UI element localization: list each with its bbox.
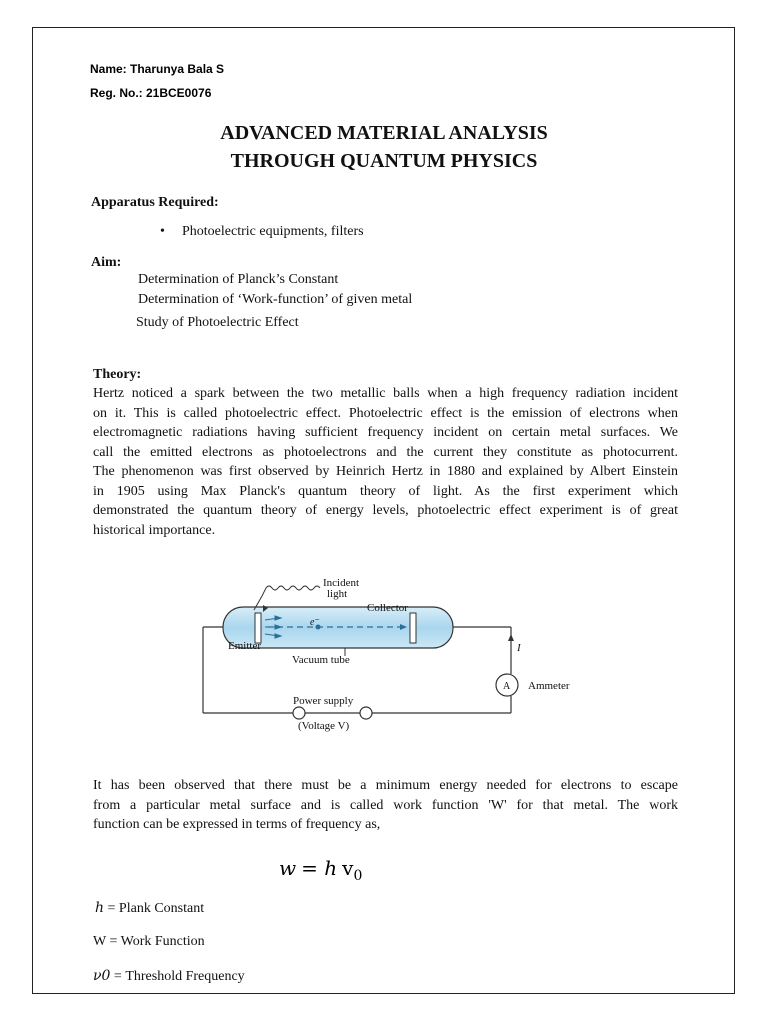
power-terminal-negative bbox=[293, 707, 305, 719]
work-function-line: It has been observed that there must be a minimum energy needed for electrons to escape bbox=[93, 778, 678, 793]
label-incident: Incident bbox=[323, 577, 360, 589]
equation-equals: = bbox=[301, 856, 325, 880]
label-current: I bbox=[517, 642, 521, 654]
equation-h: h bbox=[324, 856, 338, 880]
definition-symbol: ν0 bbox=[93, 968, 111, 984]
theory-heading: Theory: bbox=[93, 367, 142, 382]
emitted-electrons bbox=[265, 616, 281, 638]
label-vacuum-tube: Vacuum tube bbox=[292, 654, 350, 666]
theory-line: on it. This is called photoelectric effect. Photoelectric effect is the emission of electrons when bbox=[93, 405, 678, 421]
aim-item: Determination of Planck’s Constant bbox=[138, 272, 339, 287]
definition-h bbox=[95, 900, 204, 917]
power-terminal-positive bbox=[360, 707, 372, 719]
collector-plate bbox=[410, 613, 416, 643]
theory-line: demonstrated the quantum theory of energy levels, photoelectric effect experiment is of great bbox=[93, 503, 678, 518]
title-line-2: THROUGH QUANTUM PHYSICS bbox=[230, 150, 538, 172]
definition-text: = Threshold Frequency bbox=[110, 969, 245, 984]
current-arrowhead bbox=[508, 634, 514, 641]
label-electron: e⁻ bbox=[310, 617, 320, 628]
aim-item: Determination of ‘Work-function’ of given metal bbox=[138, 292, 413, 307]
theory-line: in 1905 using Max Planck's quantum theory of light. As the first experiment which bbox=[93, 483, 678, 499]
student-name: Name: Tharunya Bala S bbox=[90, 62, 225, 76]
work-function-equation bbox=[279, 856, 362, 884]
work-function-line: from a particular metal surface and is called work function 'W' for that metal. The work bbox=[93, 797, 678, 813]
label-power-supply: Power supply bbox=[293, 695, 354, 707]
apparatus-heading: Apparatus Required: bbox=[91, 195, 219, 210]
label-collector: Collector bbox=[367, 602, 408, 614]
registration-number: Reg. No.: 21BCE0076 bbox=[90, 86, 212, 100]
label-voltage: (Voltage V) bbox=[298, 720, 350, 732]
theory-line: historical importance. bbox=[93, 522, 216, 538]
label-light: light bbox=[327, 588, 348, 600]
aim-heading: Aim: bbox=[91, 255, 122, 270]
equation-subscript: 0 bbox=[353, 868, 363, 884]
definition-symbol: h bbox=[95, 900, 105, 916]
label-emitter: Emitter bbox=[228, 640, 261, 652]
theory-line: Hertz noticed a spark between the two metallic balls when a high frequency radiation incident bbox=[93, 386, 678, 401]
photoelectric-diagram bbox=[195, 570, 605, 740]
label-ammeter: Ammeter bbox=[528, 680, 570, 692]
work-function-line: function can be expressed in terms of frequency as, bbox=[93, 817, 381, 832]
definition-symbol: W bbox=[93, 934, 106, 949]
theory-line: The phenomenon was first observed by Heinrich Hertz in 1880 and explained by Albert Einstein bbox=[93, 464, 678, 479]
title-line-1: ADVANCED MATERIAL ANALYSIS bbox=[220, 122, 548, 144]
label-ammeter-symbol: A bbox=[503, 681, 511, 692]
apparatus-bullet: • bbox=[160, 224, 165, 239]
theory-line: electromagnetic radiations having sufficient frequency incident on certain metal surfaces. We bbox=[93, 425, 678, 440]
emitter-plate bbox=[255, 613, 261, 643]
definition-text: = Work Function bbox=[105, 934, 205, 949]
equation-lhs: w bbox=[279, 856, 297, 880]
theory-paragraph bbox=[93, 384, 678, 540]
definition-text: = Plank Constant bbox=[104, 901, 205, 916]
equation-nu: v bbox=[342, 856, 354, 880]
definition-w bbox=[93, 934, 205, 950]
definition-nu0 bbox=[93, 968, 245, 985]
theory-line: call the emitted electrons as photoelectrons and the current they constitute as photocurrent. bbox=[93, 444, 678, 460]
apparatus-item: Photoelectric equipments, filters bbox=[182, 224, 364, 239]
aim-item: Study of Photoelectric Effect bbox=[136, 315, 299, 330]
work-function-paragraph bbox=[93, 776, 678, 835]
